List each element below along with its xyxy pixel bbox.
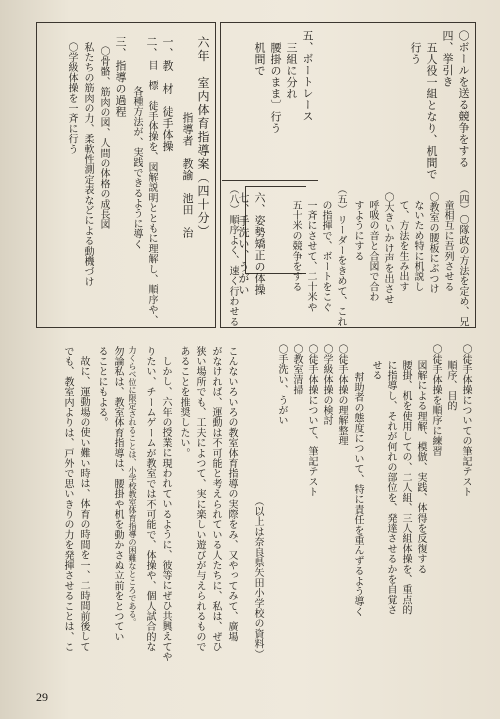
procedure-line-10: 七、手洗い、うがい — [237, 192, 250, 296]
procedure-line-6: 三組に分れ — [285, 42, 298, 100]
procedure-horizontal-divider — [222, 180, 318, 181]
procedure-note-13: （八）順序よく、速く行わせる — [227, 184, 238, 327]
continuation-line-8: 幇助者の態度について、特に責任を重んずるよう導く — [352, 372, 363, 617]
item3-line3: 〇学級体操を一斉に行う — [66, 42, 77, 155]
item2-number: 二、 — [145, 36, 158, 59]
continuation-line-10: 〇学級体操の検討 — [321, 344, 332, 426]
continuation-line-11: 〇徒手体操について、筆記テスト — [306, 344, 317, 497]
procedure-note-4: ないため特に机説し — [412, 200, 423, 292]
essay-line-3: 狭い場所でも、工夫によつて、実に楽しい遊びが与えられるもので — [194, 346, 205, 652]
procedure-note-11: 一斉にさせて、二十米や — [305, 200, 316, 313]
continuation-line-2: 順序、目的 — [445, 360, 456, 411]
procedure-line-8: 机間で — [253, 42, 266, 77]
source-credit: （以上は奈良県矢田小学校の資料） — [252, 496, 263, 660]
procedure-note-8: すようにする — [352, 200, 363, 262]
continuation-line-5: 腰掛、机を使用しての、二人組、三人組体操を、重点的 — [400, 360, 411, 615]
essay-line-9: ることにもよる。 — [96, 346, 107, 428]
procedure-line-1: 〇ボールを送る競争をする — [457, 30, 470, 168]
lesson-author: 指導者 教諭 池田 治 — [181, 112, 194, 239]
continuation-line-6: に指導し、それが何れの部位を、発達させるかを自覚さ — [385, 360, 396, 615]
continuation-line-3: 〇徒手体操を順序に練習 — [430, 344, 441, 457]
item1-text: 教 材 徒手体操 — [161, 60, 174, 152]
procedure-note-7: 呼吸の音と合図で合わ — [367, 200, 378, 302]
item2-text: 目 標 徒手体操を、図解説明とともに理解し、順序や、 — [146, 60, 157, 326]
procedure-note-2: 童相互に吾列させる — [442, 200, 453, 292]
lesson-title: 六年 室内体育指導案（四十分） — [196, 36, 210, 239]
continuation-line-7: せる — [370, 360, 381, 381]
procedure-note-6: 〇大きいかけ声を出させ — [382, 192, 393, 305]
essay-line-10: 故に、運動場の使い難い時は、体育の時間を一、二時間前後して — [78, 356, 89, 652]
essay-line-4: あることを推奨したい。 — [178, 346, 189, 459]
essay-line-6: りたい、チームゲームが教室では不可能で、体操や、個人試合的な — [144, 346, 155, 652]
essay-line-7: 力くらべ位に限定されることは、小学校教室体育指導の困難なところである。 — [128, 346, 137, 626]
item3-text: 指導の過程 — [114, 60, 127, 118]
item3-number: 三、 — [114, 36, 127, 59]
procedure-note-12: 五十米の競争をする — [290, 200, 301, 292]
procedure-line-7: 腰掛のまま〕行う — [269, 42, 282, 134]
essay-line-2: がなければ、運動は不可能と考えられている人たちに、私は、ぜひ — [210, 346, 221, 652]
item3-line1: 〇骨骼、筋肉の図、人間の体格の成長図 — [98, 46, 109, 230]
essay-line-8: 勿論私は、教室体育指導は、腰掛や机を動かさぬ立前をとつてい — [112, 346, 123, 642]
procedure-line-5: 五、ボートレース — [301, 30, 314, 122]
continuation-line-13: 〇手洗い、うがい — [276, 344, 287, 426]
page-number: 29 — [36, 690, 48, 704]
procedure-line-2: 四、挙引き — [441, 30, 454, 88]
procedure-line-9: 六、姿勢矯正の体操 — [253, 192, 266, 296]
continuation-line-9: 〇徒手体操の理解整理 — [336, 344, 347, 446]
essay-line-5: しかし、六年の授業に現われているように、彼等にぜひ共興えてや — [160, 356, 171, 662]
procedure-note-10: の指揮で、ボートをこぐ — [320, 200, 331, 313]
procedure-line-4: 行う — [409, 42, 422, 65]
essay-line-11: でも、教室内よりは、戸外で思いきりの力を発揮させることは、こ — [62, 346, 73, 652]
continuation-line-12: 〇教室清掃 — [291, 344, 302, 395]
continuation-line-1: 〇徒手体操についての筆記テスト — [460, 344, 471, 497]
essay-line-1: こんないろいろの教室体育指導の実際をみ、又やってみて、廣場 — [226, 346, 237, 642]
procedure-note-3: 〇教室の腰板にぶつけ — [427, 192, 438, 294]
procedure-note-5: て、方法を生み出す — [397, 200, 408, 292]
continuation-line-4: 図解による理解、模倣、実践、体得を反復する — [415, 360, 426, 575]
item3-line2: 私たちの筋肉の力、柔軟性測定表などによる動機づけ — [82, 42, 93, 287]
procedure-line-3: 五人役一組となり、机間で — [425, 42, 438, 180]
procedure-note-1: （四）〇隊政の方法を定め、兄 — [457, 184, 468, 327]
item1-number: 一、 — [161, 36, 174, 59]
procedure-note-9: （五）リーダーをきめて、これ — [335, 184, 346, 327]
item2-text-cont: 各種方法が、実践できるように導く — [131, 86, 142, 250]
